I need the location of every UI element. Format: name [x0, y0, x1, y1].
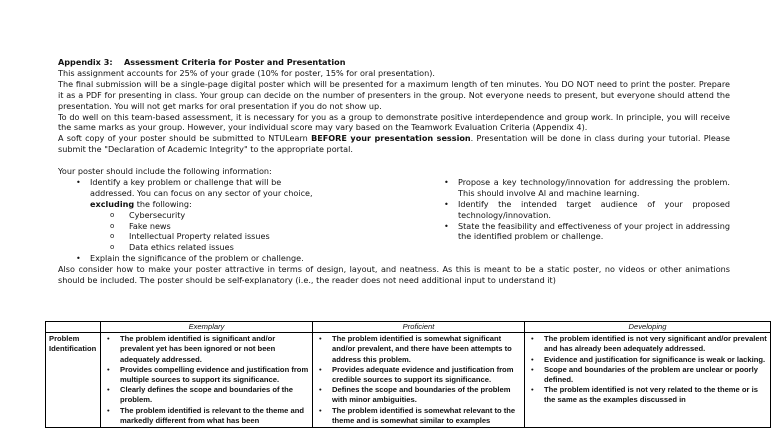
header-exemplary: Exemplary [101, 322, 313, 333]
list-item: • The problem identified is not very significant and/or prevalent and has already been adequately addressed. [528, 334, 767, 354]
exclusion-item: o Cybersecurity [90, 210, 328, 221]
list-item: • Provides compelling evidence and justification from multiple sources to support its significance. [104, 365, 309, 385]
poster-requirements-lead: Your poster should include the following information: [58, 166, 272, 177]
exclusion-item: o Fake news [90, 221, 328, 232]
submission-paragraph: The final submission will be a single-page digital poster which will be presented for a maximum length of ten minutes. You DO NOT need to print the poster. Prepare it as a PDF for presenting in class. Your group can decide on the number of presenters in the group. Not everyone needs to present, but everyone should attend the presentation. You will not get marks for oral presentation if you do not show up. [58, 78, 730, 111]
list-item: • Evidence and justification for significance is weak or lacking. [528, 355, 767, 365]
requirement-item: • State the feasibility and effectiveness of your project in addressing the identified problem or challenge. [444, 221, 730, 243]
requirement-text-end: the following: [134, 198, 192, 209]
exclusion-item: o Intellectual Property related issues [90, 231, 328, 242]
assessment-text [58, 57, 730, 286]
blank-header [46, 322, 101, 333]
header-proficient: Proficient [313, 322, 525, 333]
header-developing: Developing [525, 322, 771, 333]
requirement-item: • Identify the intended target audience of your proposed technology/innovation. [444, 199, 730, 221]
appendix-heading [58, 57, 730, 68]
softcopy-paragraph [58, 133, 730, 155]
table-row [46, 333, 771, 428]
requirements-right-column [444, 177, 730, 253]
list-item: • Clearly defines the scope and boundaries of the problem. [104, 385, 309, 405]
list-item: • The problem identified is relevant to the theme and markedly different from what has been [104, 406, 309, 426]
exclusion-list [90, 210, 328, 254]
list-item: • Provides adequate evidence and justification from credible sources to support its significance. [316, 365, 521, 385]
requirement-item: • Explain the significance of the problem or challenge. [58, 253, 730, 264]
appendix-title: Assessment Criteria for Poster and Presentation [124, 57, 346, 67]
requirement-text: Identify a key problem or challenge that will be addressed. You can focus on any sector of your choice, [90, 176, 313, 198]
criteria-header-row [46, 322, 771, 333]
exemplary-cell [101, 333, 313, 428]
list-item: • The problem identified is somewhat significant and/or prevalent, and there have been attempts to address this problem. [316, 334, 521, 365]
criterion-label: Problem Identification [46, 333, 101, 428]
list-item: • Scope and boundaries of the problem are unclear or poorly defined. [528, 365, 767, 385]
softcopy-text-start: A soft copy of your poster should be submitted to NTULearn [58, 133, 312, 144]
design-paragraph: Also consider how to make your poster attractive in terms of design, layout, and neatness. As this is meant to be a static poster, no videos or other animations should be included. The poster should be self-explanatory (i.e., the reader does not need additional input to understand it) [58, 264, 730, 286]
criteria-table [45, 321, 771, 428]
softcopy-deadline: BEFORE your presentation session [311, 133, 471, 144]
requirement-item [58, 177, 328, 253]
requirement-emphasis: excluding [90, 198, 135, 209]
developing-cell [525, 333, 771, 428]
requirements-left-column [58, 177, 328, 253]
poster-requirements [58, 177, 730, 253]
requirement-item: • Propose a key technology/innovation for addressing the problem. This should involve AI and machine learning. [444, 177, 730, 199]
list-item: • The problem identified is somewhat relevant to the theme and is somewhat similar to examples [316, 406, 521, 426]
appendix-number: Appendix 3: [58, 57, 113, 67]
softcopy-text-end: . Presentation will be done in class during your tutorial. Please submit the "Declaration of Academic Integrity" to the appropriate portal. [58, 133, 731, 155]
exclusion-item: o Data ethics related issues [90, 242, 328, 253]
list-item: • The problem identified is not very related to the theme or is the same as the examples discussed in [528, 385, 767, 405]
grade-weight-line: This assignment accounts for 25% of your grade (10% for poster, 15% for oral presentation). [58, 67, 435, 78]
proficient-cell [313, 333, 525, 428]
list-item: • The problem identified is significant and/or prevalent yet has been ignored or not been adequately addressed. [104, 334, 309, 365]
list-item: • Defines the scope and boundaries of the problem with minor ambiguities. [316, 385, 521, 405]
teamwork-paragraph: To do well on this team-based assessment, it is necessary for you as a group to demonstrate positive interdependence and group work. In principle, you will receive the same marks as your group. However, your individual score may vary based on the Teamwork Evaluation Criteria (Appendix 4). [58, 111, 730, 133]
